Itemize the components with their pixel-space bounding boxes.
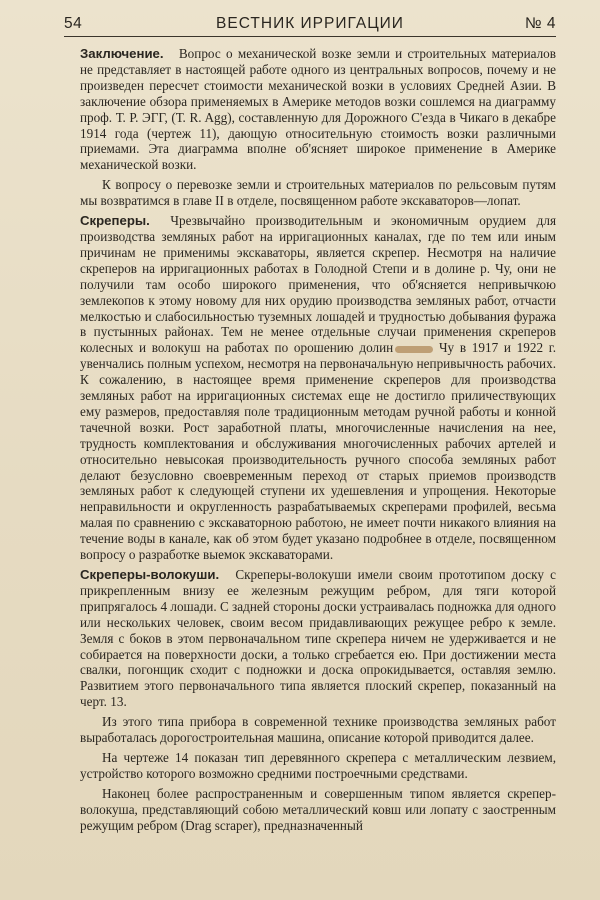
section-heading-conclusion: Заключение.: [80, 46, 164, 61]
paragraph-scrapers: [80, 213, 556, 563]
issue-number: № 4: [524, 15, 556, 32]
paragraph-rail-transport: [80, 177, 556, 209]
paragraph-text: К вопросу о перевозке земли и строительных материалов по рельсовым путям мы возвратимся в главе II в отделе, посвященном работе экскаваторов—лопат.: [80, 177, 556, 209]
paragraph-road-machine: [80, 714, 556, 746]
paper-stain: [395, 346, 433, 353]
paragraph-text: На чертеже 14 показан тип деревянного скрепера с металлическим лезвием, устройство которого возможно средними построечными средствами.: [80, 749, 556, 781]
paragraph-drag-scrapers: [80, 567, 556, 710]
paragraph-text: Скреперы-волокуши имели своим прототипом доску с прикрепленным внизу ее железным режущим ребром, для тяги которой припрягалось 4 лошади. С задней стороны доски устраивалась подножка для одного или нескольких человек, своим весом придавливающих режущее ребро к земле. Земля с боков в этом первоначальном типе скрепера ничем не удерживается и не собирается на поверхности доски, а только сгребается ею. При достижении места свалки, погонщик сходит с подножки и доска опрокидывается, оставляя землю. Развитием этого первоначального типа является плоский скрепер, показанный на черт. 13.: [80, 567, 556, 710]
paragraph-metal-scraper: [80, 786, 556, 834]
section-heading-drag-scrapers: Скреперы-волокуши.: [80, 567, 220, 582]
page-number: 54: [64, 15, 83, 32]
section-heading-scrapers: Скреперы.: [80, 213, 150, 229]
journal-title: ВЕСТНИК ИРРИГАЦИИ: [216, 15, 404, 32]
paragraph-wooden-scraper: [80, 750, 556, 782]
running-header: [64, 10, 556, 37]
paragraph-text: Чрезвычайно производительным и экономичным орудием для производства земляных работ на ирригационных каналах, где по тем или иным причинам не применимы экскаваторы, является скрепер. Несмотря на наличие скреперов на ирригационных работах в Голодной Степи и в долине р. Чу, они не получили там особо широкого применения, что об'ясняется непривычкою землекопов к этому новому для них орудию производства земляных работ, отчасти мелкостью и слабосильностью туземных лошадей и трудностью добывания фуража в пустынных районах. Тем не менее отдельные случаи применения скреперов колесных и волокуш на работах по орошению долин: [80, 213, 557, 356]
paragraph-text: Наконец более распространенным и совершенным типом является скрепер-волокуша, представляющий собою металлический ковш или лопату с заостренным режущим ребром (Drag scraper), предназначенный: [80, 785, 556, 833]
article-body: [80, 46, 556, 838]
paragraph-text: Вопрос о механической возке земли и строительных материалов не представляет в настоящей работе одного из центральных вопросов, почему и не произведен пересчет стоимости механической возки в условиях Средней Азии. В заключение обзора применяемых в Америке методов возки сошлемся на диаграмму проф. Т. Р. ЭГГ, (Т. R. Agg), составленную для Дорожного С'езда в Чикаго в декабре 1914 года (чертеж 11), дающую относительную стоимость возки различными приемами. Эта диаграмма вполне об'ясняет широкое применение в Америке механической возки.: [80, 46, 556, 173]
paragraph-text-continued: Чу в 1917 и 1922 г. увенчались полным успехом, несмотря на первоначальную непривычность рабочих. К сожалению, в настоящее время применение скреперов для производства земляных работ на ирригационных системах еще не достигло приличествующих ему размеров, предоставляя поле традиционным методам ручной работы и конной тачечной возки. Рост заработной платы, многочисленные начисления на нее, трудность комплектования и обслуживания многочисленных рабочих артелей и относительно невысокая производительность ручного способа земляных работ делают безусловно своевременным переход от старых приемов производств земляных работ к следующей ступени их удешевления и упрощения. Некоторые неправильности и округленность разрабатываемых скреперами профилей, весьма малая по сравнению с экскаваторною работою, не имеет почти никакого влияния на течение воды в канале, как об этом будет указано подробнее в отделе, посвященном вопросу о разработке выемок экскаваторами.: [80, 340, 556, 563]
paragraph-text: Из этого типа прибора в современной технике производства земляных работ выработалась дорогостроительная машина, описание которой приводится далее.: [80, 714, 556, 746]
paragraph-conclusion: [80, 46, 556, 173]
